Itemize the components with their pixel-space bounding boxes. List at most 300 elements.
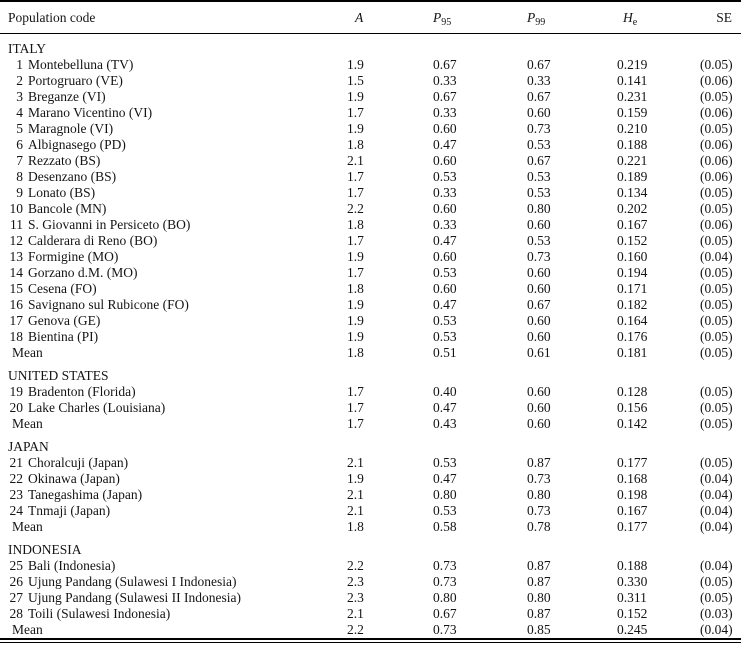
cell-population	[0, 471, 347, 487]
cell-p95: 0.47	[433, 137, 457, 152]
section-united-states	[0, 361, 741, 432]
table-row	[0, 105, 741, 121]
cell-p95: 0.60	[433, 281, 457, 296]
row-number: 4	[16, 105, 23, 120]
he-symbol: H	[623, 9, 633, 25]
col-header-p99	[527, 1, 617, 34]
row-number: 5	[16, 121, 23, 136]
cell-se: (0.04)	[700, 471, 733, 486]
table-row	[0, 471, 741, 487]
cell-se: (0.06)	[700, 153, 733, 168]
population-name: Cesena (FO)	[28, 281, 97, 296]
mean-cell-a: 2.2	[347, 622, 364, 637]
cell-p95: 0.53	[433, 329, 457, 344]
cell-p95: 0.53	[433, 455, 457, 470]
cell-p99: 0.53	[527, 169, 551, 184]
row-number: 23	[9, 487, 23, 502]
section-header-row	[0, 535, 741, 558]
cell-he: 0.171	[617, 281, 648, 296]
cell-p95: 0.80	[433, 590, 457, 605]
section-italy	[0, 34, 741, 362]
row-number: 24	[9, 503, 23, 518]
cell-he: 0.168	[617, 471, 648, 486]
cell-he: 0.188	[617, 137, 648, 152]
cell-p99: 0.60	[527, 105, 551, 120]
population-name: Gorzano d.M. (MO)	[28, 265, 138, 280]
cell-se: (0.06)	[700, 217, 733, 232]
cell-p99: 0.73	[527, 249, 551, 264]
cell-population	[0, 455, 347, 471]
cell-p95: 0.60	[433, 249, 457, 264]
p95-symbol: P	[433, 9, 442, 25]
cell-he: 0.159	[617, 105, 648, 120]
cell-se: (0.03)	[700, 606, 733, 621]
cell-a: 1.9	[347, 313, 364, 328]
table-row	[0, 137, 741, 153]
cell-he: 0.210	[617, 121, 648, 136]
population-name: Rezzato (BS)	[28, 153, 101, 168]
cell-population	[0, 265, 347, 281]
cell-se: (0.05)	[700, 297, 733, 312]
cell-population	[0, 329, 347, 345]
table-row	[0, 590, 741, 606]
cell-a: 1.9	[347, 89, 364, 104]
p99-subscript: 99	[535, 16, 546, 28]
row-number: 6	[16, 137, 23, 152]
cell-he: 0.311	[617, 590, 647, 605]
cell-p99: 0.80	[527, 201, 551, 216]
population-name: Bali (Indonesia)	[28, 558, 116, 573]
cell-population	[0, 281, 347, 297]
cell-se: (0.05)	[700, 265, 733, 280]
population-name: Lake Charles (Louisiana)	[28, 400, 166, 415]
cell-p99: 0.87	[527, 558, 551, 573]
cell-se: (0.05)	[700, 281, 733, 296]
mean-cell-p95: 0.58	[433, 519, 457, 534]
cell-he: 0.188	[617, 558, 648, 573]
cell-se: (0.06)	[700, 73, 733, 88]
cell-a: 2.1	[347, 606, 364, 621]
cell-he: 0.167	[617, 503, 648, 518]
cell-population	[0, 185, 347, 201]
table-row	[0, 313, 741, 329]
cell-population	[0, 137, 347, 153]
cell-p95: 0.53	[433, 169, 457, 184]
cell-he: 0.330	[617, 574, 648, 589]
population-name: Genova (GE)	[28, 313, 101, 328]
cell-he: 0.194	[617, 265, 648, 280]
mean-cell-p95: 0.73	[433, 622, 457, 637]
cell-p99: 0.87	[527, 606, 551, 621]
a-symbol: A	[355, 9, 364, 25]
cell-a: 1.9	[347, 57, 364, 72]
table-row	[0, 558, 741, 574]
cell-he: 0.141	[617, 73, 648, 88]
row-number: 26	[9, 574, 23, 589]
cell-population	[0, 105, 347, 121]
table-row	[0, 89, 741, 105]
header-row	[0, 1, 741, 34]
table-row	[0, 384, 741, 400]
cell-population	[0, 590, 347, 606]
population-name: Breganze (VI)	[28, 89, 106, 104]
cell-a: 1.9	[347, 329, 364, 344]
cell-se: (0.05)	[700, 329, 733, 344]
cell-p99: 0.67	[527, 297, 551, 312]
table-row	[0, 265, 741, 281]
row-number: 18	[9, 329, 23, 344]
cell-se: (0.05)	[700, 590, 733, 605]
table-row	[0, 233, 741, 249]
mean-cell-p99: 0.61	[527, 345, 551, 360]
cell-population	[0, 487, 347, 503]
population-name: Lonato (BS)	[28, 185, 96, 200]
cell-p99: 0.87	[527, 455, 551, 470]
cell-p99: 0.60	[527, 265, 551, 280]
cell-se: (0.04)	[700, 487, 733, 502]
cell-p99: 0.53	[527, 137, 551, 152]
cell-p99: 0.67	[527, 153, 551, 168]
cell-he: 0.156	[617, 400, 648, 415]
mean-cell-he: 0.181	[617, 345, 648, 360]
col-header-he	[617, 1, 700, 34]
cell-he: 0.219	[617, 57, 648, 72]
section-header-row	[0, 34, 741, 58]
table-row	[0, 329, 741, 345]
cell-population	[0, 503, 347, 519]
population-name: S. Giovanni in Persiceto (BO)	[28, 217, 191, 232]
cell-a: 2.3	[347, 574, 364, 589]
table-header	[0, 1, 741, 34]
row-number: 13	[9, 249, 23, 264]
cell-he: 0.128	[617, 384, 648, 399]
row-number: 22	[9, 471, 23, 486]
row-number: 11	[10, 217, 23, 232]
population-name: Bancole (MN)	[28, 201, 107, 216]
cell-p99: 0.73	[527, 121, 551, 136]
section-indonesia	[0, 535, 741, 639]
p95-subscript: 95	[441, 16, 452, 28]
cell-p95: 0.60	[433, 153, 457, 168]
cell-se: (0.05)	[700, 455, 733, 470]
cell-population	[0, 400, 347, 416]
cell-he: 0.152	[617, 233, 648, 248]
mean-cell-p99: 0.60	[527, 416, 551, 431]
cell-p95: 0.47	[433, 471, 457, 486]
cell-a: 1.8	[347, 217, 364, 232]
table-row	[0, 455, 741, 471]
table-row	[0, 73, 741, 89]
mean-label: Mean	[12, 622, 43, 637]
table-row	[0, 57, 741, 73]
table-row	[0, 400, 741, 416]
cell-a: 1.9	[347, 471, 364, 486]
cell-se: (0.06)	[700, 137, 733, 152]
population-name: Bientina (PI)	[28, 329, 99, 344]
col-header-population-code: Population code	[0, 1, 347, 34]
cell-se: (0.04)	[700, 249, 733, 264]
row-number: 14	[9, 265, 23, 280]
row-number: 19	[9, 384, 23, 399]
row-number: 25	[9, 558, 23, 573]
table-row	[0, 153, 741, 169]
cell-he: 0.231	[617, 89, 648, 104]
cell-p95: 0.53	[433, 503, 457, 518]
cell-se: (0.05)	[700, 121, 733, 136]
table-row	[0, 281, 741, 297]
population-name: Choralcuji (Japan)	[28, 455, 129, 470]
population-name: Maragnole (VI)	[28, 121, 114, 136]
cell-se: (0.05)	[700, 384, 733, 399]
cell-se: (0.05)	[700, 89, 733, 104]
he-subscript: e	[632, 16, 638, 28]
cell-a: 1.9	[347, 121, 364, 136]
cell-he: 0.152	[617, 606, 648, 621]
population-name: Toili (Sulawesi Indonesia)	[28, 606, 171, 621]
population-name: Okinawa (Japan)	[28, 471, 120, 486]
row-number: 10	[9, 201, 23, 216]
cell-a: 1.8	[347, 281, 364, 296]
cell-he: 0.176	[617, 329, 648, 344]
section-title: ITALY	[8, 41, 47, 56]
mean-cell-he: 0.245	[617, 622, 648, 637]
cell-he: 0.202	[617, 201, 648, 216]
cell-p95: 0.67	[433, 606, 457, 621]
row-number: 8	[16, 169, 23, 184]
cell-population	[0, 89, 347, 105]
cell-p99: 0.60	[527, 329, 551, 344]
mean-cell-p99: 0.78	[527, 519, 551, 534]
table-row	[0, 217, 741, 233]
table-row	[0, 487, 741, 503]
cell-p95: 0.73	[433, 574, 457, 589]
cell-a: 1.9	[347, 249, 364, 264]
mean-label: Mean	[12, 416, 43, 431]
cell-p95: 0.33	[433, 217, 457, 232]
cell-p95: 0.67	[433, 57, 457, 72]
mean-cell-p95: 0.43	[433, 416, 457, 431]
cell-se: (0.05)	[700, 574, 733, 589]
mean-cell-he: 0.142	[617, 416, 648, 431]
cell-se: (0.05)	[700, 201, 733, 216]
cell-se: (0.06)	[700, 105, 733, 120]
population-name: Formigine (MO)	[28, 249, 119, 264]
mean-row	[0, 519, 741, 535]
cell-he: 0.134	[617, 185, 648, 200]
cell-a: 1.7	[347, 265, 364, 280]
population-name: Savignano sul Rubicone (FO)	[28, 297, 189, 312]
cell-p95: 0.73	[433, 558, 457, 573]
cell-he: 0.189	[617, 169, 648, 184]
cell-p99: 0.73	[527, 471, 551, 486]
mean-cell-a: 1.8	[347, 345, 364, 360]
cell-p99: 0.87	[527, 574, 551, 589]
cell-p99: 0.60	[527, 400, 551, 415]
row-number: 2	[16, 73, 23, 88]
cell-population	[0, 73, 347, 89]
cell-population	[0, 201, 347, 217]
cell-p99: 0.53	[527, 233, 551, 248]
cell-p99: 0.80	[527, 487, 551, 502]
cell-p99: 0.73	[527, 503, 551, 518]
cell-a: 2.2	[347, 558, 364, 573]
table-row	[0, 606, 741, 622]
cell-p95: 0.33	[433, 185, 457, 200]
cell-p95: 0.40	[433, 384, 457, 399]
cell-p95: 0.33	[433, 105, 457, 120]
cell-population	[0, 574, 347, 590]
population-name: Ujung Pandang (Sulawesi I Indonesia)	[28, 574, 237, 589]
cell-a: 1.9	[347, 297, 364, 312]
mean-cell-p99: 0.85	[527, 622, 551, 637]
mean-cell-he: 0.177	[617, 519, 648, 534]
table-row	[0, 121, 741, 137]
mean-cell-a: 1.8	[347, 519, 364, 534]
population-name: Montebelluna (TV)	[28, 57, 134, 72]
population-name: Ujung Pandang (Sulawesi II Indonesia)	[28, 590, 241, 605]
population-name: Portogruaro (VE)	[28, 73, 123, 88]
cell-p99: 0.80	[527, 590, 551, 605]
table-row	[0, 169, 741, 185]
cell-p95: 0.47	[433, 233, 457, 248]
row-number: 3	[16, 89, 23, 104]
table-row	[0, 185, 741, 201]
cell-se: (0.05)	[700, 57, 733, 72]
cell-a: 2.1	[347, 153, 364, 168]
cell-a: 2.1	[347, 487, 364, 502]
row-number: 12	[9, 233, 23, 248]
section-title: JAPAN	[8, 439, 49, 454]
cell-he: 0.177	[617, 455, 648, 470]
mean-cell-se: (0.04)	[700, 622, 733, 637]
cell-he: 0.160	[617, 249, 648, 264]
cell-he: 0.182	[617, 297, 648, 312]
cell-a: 1.7	[347, 384, 364, 399]
section-title: INDONESIA	[8, 542, 82, 557]
cell-se: (0.06)	[700, 169, 733, 184]
cell-he: 0.167	[617, 217, 648, 232]
cell-p95: 0.67	[433, 89, 457, 104]
table-row	[0, 201, 741, 217]
cell-p95: 0.53	[433, 265, 457, 280]
mean-cell-p95: 0.51	[433, 345, 457, 360]
population-name: Calderara di Reno (BO)	[28, 233, 158, 248]
cell-a: 1.7	[347, 185, 364, 200]
cell-population	[0, 57, 347, 73]
cell-p95: 0.60	[433, 121, 457, 136]
cell-a: 1.7	[347, 105, 364, 120]
row-number: 21	[9, 455, 23, 470]
cell-he: 0.221	[617, 153, 648, 168]
mean-row	[0, 345, 741, 361]
cell-p99: 0.33	[527, 73, 551, 88]
row-number: 7	[16, 153, 23, 168]
cell-he: 0.164	[617, 313, 648, 328]
population-name: Tanegashima (Japan)	[28, 487, 143, 502]
row-number: 27	[9, 590, 23, 605]
cell-population	[0, 233, 347, 249]
mean-label: Mean	[12, 519, 43, 534]
table-row	[0, 574, 741, 590]
population-name: Marano Vicentino (VI)	[28, 105, 153, 120]
cell-p99: 0.60	[527, 384, 551, 399]
cell-se: (0.05)	[700, 233, 733, 248]
table-row	[0, 249, 741, 265]
col-header-se: SE	[700, 1, 741, 34]
cell-population	[0, 384, 347, 400]
cell-se: (0.04)	[700, 503, 733, 518]
col-header-a	[347, 1, 433, 34]
row-number: 1	[16, 57, 23, 72]
row-number: 17	[9, 313, 23, 328]
cell-population	[0, 121, 347, 137]
cell-a: 1.7	[347, 233, 364, 248]
cell-a: 1.5	[347, 73, 364, 88]
cell-p99: 0.53	[527, 185, 551, 200]
section-title: UNITED STATES	[8, 368, 109, 383]
mean-row	[0, 622, 741, 639]
section-header-row	[0, 361, 741, 384]
cell-a: 1.8	[347, 137, 364, 152]
cell-population	[0, 169, 347, 185]
population-name: Desenzano (BS)	[28, 169, 117, 184]
cell-p95: 0.33	[433, 73, 457, 88]
col-header-p95	[433, 1, 527, 34]
mean-cell-se: (0.05)	[700, 416, 733, 431]
cell-a: 2.1	[347, 503, 364, 518]
cell-a: 2.3	[347, 590, 364, 605]
cell-se: (0.05)	[700, 313, 733, 328]
cell-p99: 0.67	[527, 57, 551, 72]
cell-p95: 0.60	[433, 201, 457, 216]
cell-se: (0.04)	[700, 558, 733, 573]
cell-p95: 0.47	[433, 400, 457, 415]
cell-a: 1.7	[347, 169, 364, 184]
cell-p95: 0.53	[433, 313, 457, 328]
row-number: 28	[9, 606, 23, 621]
cell-population	[0, 153, 347, 169]
population-name: Bradenton (Florida)	[28, 384, 136, 399]
cell-population	[0, 558, 347, 574]
cell-p95: 0.47	[433, 297, 457, 312]
cell-he: 0.198	[617, 487, 648, 502]
cell-p99: 0.60	[527, 313, 551, 328]
cell-p99: 0.67	[527, 89, 551, 104]
section-header-row	[0, 432, 741, 455]
cell-a: 2.2	[347, 201, 364, 216]
mean-label: Mean	[12, 345, 43, 360]
mean-cell-a: 1.7	[347, 416, 364, 431]
cell-se: (0.05)	[700, 400, 733, 415]
row-number: 9	[16, 185, 23, 200]
row-number: 15	[9, 281, 23, 296]
cell-p95: 0.80	[433, 487, 457, 502]
cell-population	[0, 249, 347, 265]
cell-se: (0.05)	[700, 185, 733, 200]
table-row	[0, 503, 741, 519]
cell-a: 2.1	[347, 455, 364, 470]
row-number: 20	[9, 400, 23, 415]
section-japan	[0, 432, 741, 535]
row-number: 16	[9, 297, 23, 312]
population-name: Albignasego (PD)	[28, 137, 126, 152]
cell-population	[0, 606, 347, 622]
cell-p99: 0.60	[527, 281, 551, 296]
mean-cell-se: (0.05)	[700, 345, 733, 360]
cell-population	[0, 297, 347, 313]
mean-row	[0, 416, 741, 432]
cell-a: 1.7	[347, 400, 364, 415]
